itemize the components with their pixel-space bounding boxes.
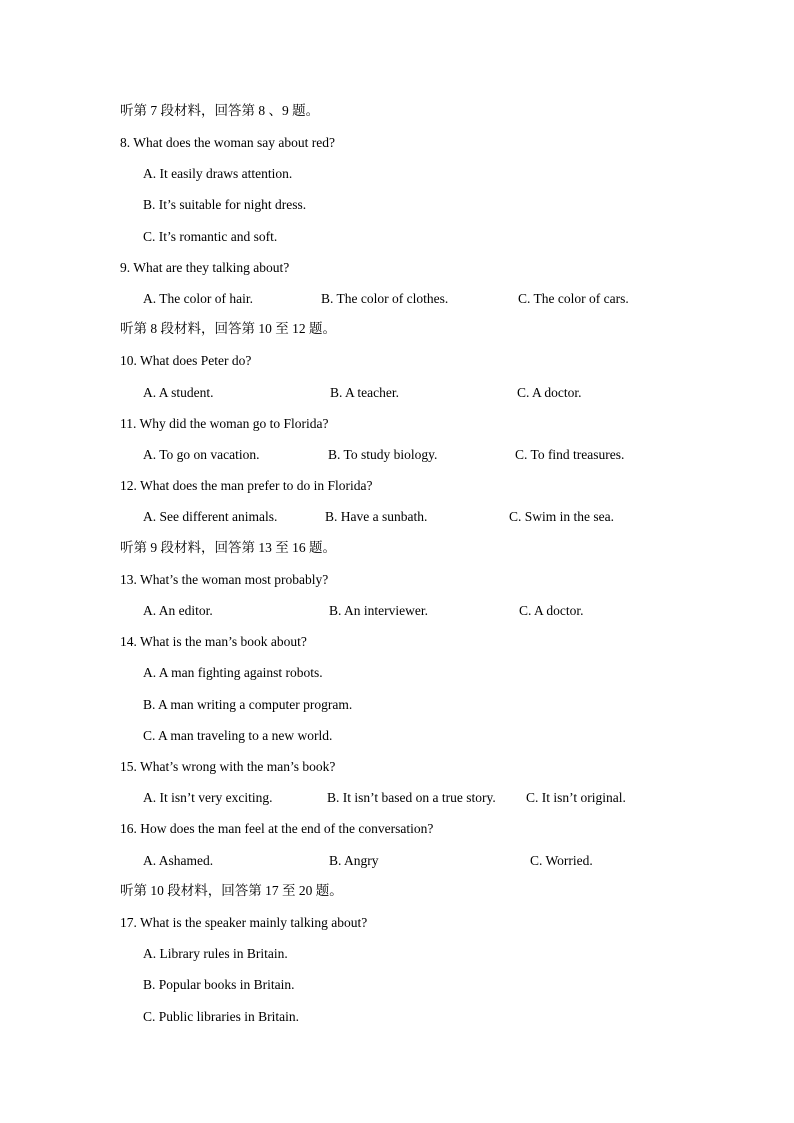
q9-option-b: B. The color of clothes. [321, 291, 449, 306]
question-10: 10. What does Peter do? [120, 353, 252, 368]
q13-option-c: C. A doctor. [519, 603, 584, 618]
q14-option-b: B. A man writing a computer program. [143, 697, 353, 712]
q11-option-b: B. To study biology. [328, 447, 438, 462]
q10-option-a: A. A student. [143, 385, 214, 400]
q8-option-a: A. It easily draws attention. [143, 166, 293, 181]
question-13: 13. What’s the woman most probably? [120, 572, 329, 587]
question-12: 12. What does the man prefer to do in Florida? [120, 478, 373, 493]
question-15: 15. What’s wrong with the man’s book? [120, 759, 336, 774]
question-8: 8. What does the woman say about red? [120, 135, 335, 150]
q16-option-c: C. Worried. [530, 853, 593, 868]
q13-option-b: B. An interviewer. [329, 603, 428, 618]
q11-option-c: C. To find treasures. [515, 447, 625, 462]
q15-option-a: A. It isn’t very exciting. [143, 790, 273, 805]
q16-option-a: A. Ashamed. [143, 853, 214, 868]
section-header: 听第 7 段材料，回答第 8 、9 题。 [120, 103, 320, 118]
q14-option-c: C. A man traveling to a new world. [143, 728, 333, 743]
q13-option-a: A. An editor. [143, 603, 213, 618]
q9-option-a: A. The color of hair. [143, 291, 253, 306]
q15-option-b: B. It isn’t based on a true story. [327, 790, 496, 805]
q17-option-c: C. Public libraries in Britain. [143, 1009, 299, 1024]
section-header: 听第 9 段材料，回答第 13 至 16 题。 [120, 540, 336, 555]
q12-option-b: B. Have a sunbath. [325, 509, 428, 524]
q12-option-c: C. Swim in the sea. [509, 509, 614, 524]
q17-option-b: B. Popular books in Britain. [143, 977, 295, 992]
question-11: 11. Why did the woman go to Florida? [120, 416, 329, 431]
section-header: 听第 10 段材料，回答第 17 至 20 题。 [120, 883, 343, 898]
q9-option-c: C. The color of cars. [518, 291, 629, 306]
q8-option-b: B. It’s suitable for night dress. [143, 197, 307, 212]
question-17: 17. What is the speaker mainly talking about? [120, 915, 368, 930]
q15-option-c: C. It isn’t original. [526, 790, 626, 805]
q17-option-a: A. Library rules in Britain. [143, 946, 288, 961]
question-14: 14. What is the man’s book about? [120, 634, 307, 649]
section-header: 听第 8 段材料，回答第 10 至 12 题。 [120, 321, 336, 336]
q12-option-a: A. See different animals. [143, 509, 278, 524]
question-9: 9. What are they talking about? [120, 260, 290, 275]
question-16: 16. How does the man feel at the end of the conversation? [120, 821, 434, 836]
q10-option-c: C. A doctor. [517, 385, 582, 400]
q14-option-a: A. A man fighting against robots. [143, 665, 323, 680]
q11-option-a: A. To go on vacation. [143, 447, 260, 462]
q10-option-b: B. A teacher. [330, 385, 399, 400]
q16-option-b: B. Angry [329, 853, 379, 868]
q8-option-c: C. It’s romantic and soft. [143, 229, 278, 244]
